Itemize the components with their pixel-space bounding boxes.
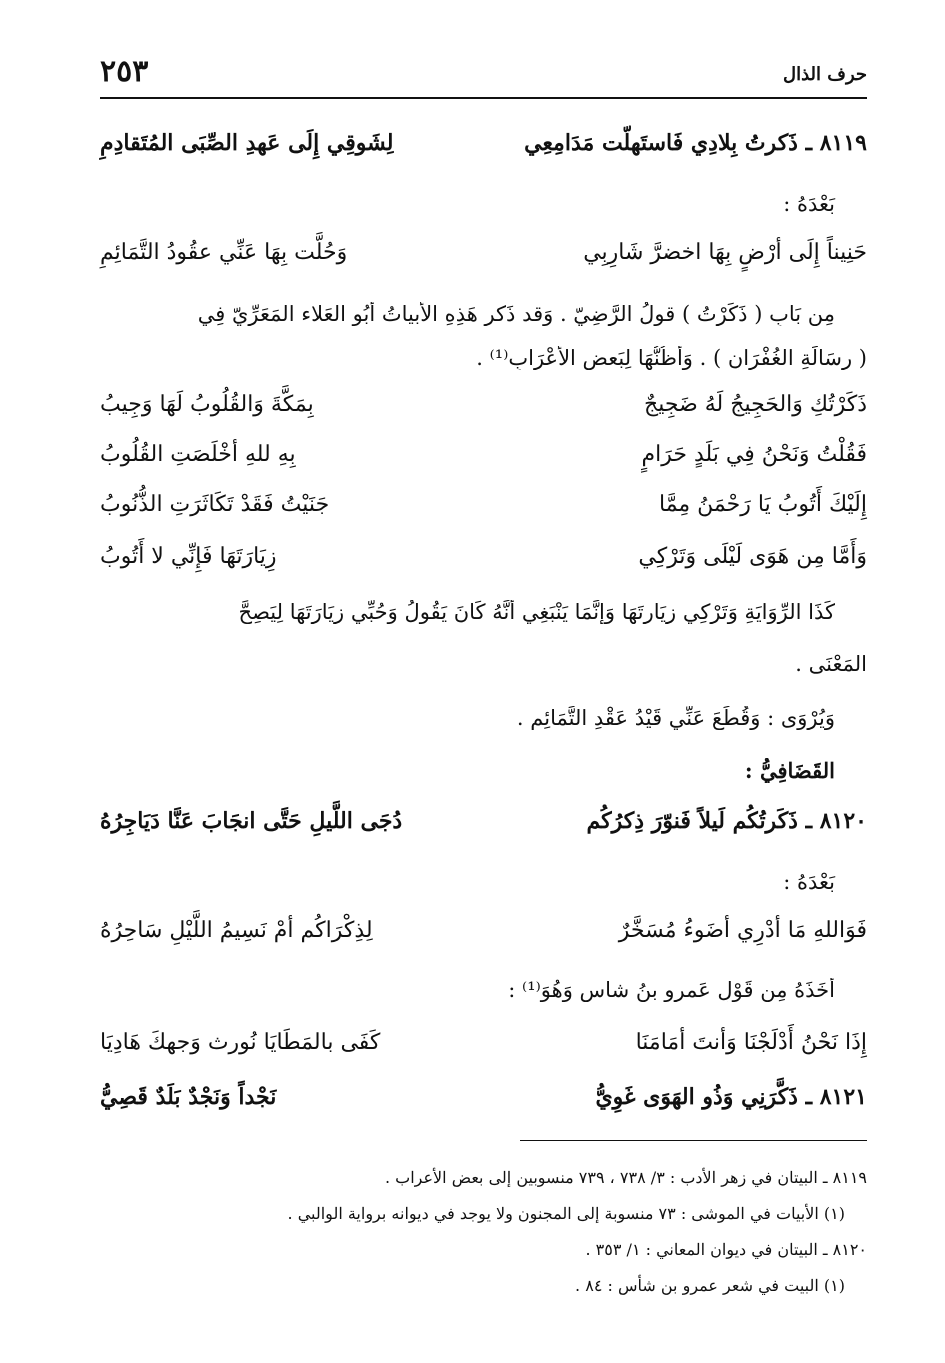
- footnote: (١) الأبيات في الموشى : ٧٣ منسوبة إلى المجنون ولا يوجد في ديوانه برواية الوالبي .: [287, 1204, 845, 1223]
- verse-hemistich-first: فَقُلْتُ وَنَحْنُ فِي بَلَدٍ حَرَامٍ: [641, 442, 867, 467]
- header-rule: [100, 97, 867, 99]
- page-number: ٢٥٣: [100, 54, 149, 89]
- paragraph-line: مِن بَابِ ( ذَكَرْتُ ) قولُ الرَّضِيّ . وَقد ذَكر هَذِهِ الأبياتُ أبُو العَلاء المَعَرِّيّ فِي: [197, 302, 835, 326]
- verse-hemistich-first: ٨١١٩ ـ ذَكرتُ بِلادِي فَاستَهلّت مَدَامِعِي: [524, 130, 867, 156]
- verse-hemistich-first: ٨١٢٠ ـ ذَكَرتُكُم لَيلاً فَنوّرَ ذِكرُكُم: [586, 808, 867, 834]
- verse-hemistich-second: وَحُلَّت بِهَا عَنِّي عقُودُ التَّمَائِمِ: [100, 240, 348, 265]
- verse-hemistich-second: نَجْداً وَنَجْدٌ بَلَدٌ قَصِيُّ: [100, 1084, 277, 1110]
- footnote: (١) البيت في شعر عمرو بن شأس : ٨٤ .: [575, 1276, 845, 1295]
- verse-hemistich-first: إِذَا نَحْنُ أَدْلَجْنَا وَأنتَ أمَامَنَا: [635, 1030, 867, 1055]
- verse-source: [100, 1030, 867, 1070]
- verse-hemistich-first: ذَكَرْتُكِ وَالحَجِيجُ لَهُ ضَجِيجٌ: [644, 392, 867, 417]
- verse-8119: [100, 130, 867, 170]
- variant-reading: وَيُرْوَى : وَقُطِّعَ عَنِّي قَيْدُ عَقْدِ التَّمَائِمِ .: [516, 706, 835, 730]
- after-label: بَعْدَهُ :: [783, 192, 835, 216]
- verse-hemistich-first: حَنِيناً إِلَى أرْضٍ بِهَا اخضرَّ شَارِبِي: [583, 240, 867, 265]
- paragraph-line: ( رِسَالَةِ الغُفْرَانِ ) . وَأَظُنُّهَا لِبَعضِ الأَعْرَابِ⁽¹⁾ .: [476, 346, 867, 370]
- verse-after-8119: [100, 240, 867, 280]
- verse-hemistich-second: بِمَكَّةَ وَالقُلُوبُ لَهَا وَجِيبُ: [100, 392, 314, 417]
- verse-after-8120: [100, 918, 867, 958]
- verse-hemistich-first: إِلَيْكَ أَتُوبُ يَا رَحْمَنُ مِمَّا: [658, 492, 867, 517]
- verse-8120: [100, 808, 867, 848]
- poem-verse: [100, 544, 867, 584]
- verse-hemistich-second: بِهِ للهِ أخْلَصَتِ القُلُوبُ: [100, 442, 296, 467]
- verse-hemistich-second: كَفَى بالمَطَايَا نُورث وَجهكَ هَادِيَا: [100, 1030, 381, 1055]
- chapter-title: حرف الذال: [783, 64, 867, 85]
- verse-hemistich-second: لِذِكْرَاكُم أمْ نَسِيمُ اللَّيْلِ سَاحِرُهُ: [100, 918, 373, 943]
- after-label: بَعْدَهُ :: [783, 870, 835, 894]
- verse-hemistich-first: فَوَاللهِ مَا أدْرِي أضَوءُ مُسَخَّرٌ: [618, 918, 867, 943]
- verse-hemistich-first: وَأَمَّا مِن هَوَى لَيْلَى وَتَرْكِي: [638, 544, 867, 569]
- verse-hemistich-second: زِيَارَتَهَا فَإِنِّي لا أَتُوبُ: [100, 544, 277, 569]
- paragraph-line: كَذَا الرِّوَايَةِ وَتَرْكِي زِيَارتَهَا وَإِنَّمَا يَنْبَغِي أَنَّهُ كَانَ يَقُولُ وَحُبِّي زِيَارَتَهَا لِيَصِحَّ: [238, 600, 835, 624]
- poet-name: القَضَافِيُّ :: [744, 758, 835, 783]
- paragraph-line: المَعْنَى .: [795, 652, 867, 676]
- source-line: أَخَذَهُ مِن قَوْلِ عَمرِو بنُ شاسٍ وَهُوَ⁽¹⁾ :: [508, 978, 835, 1002]
- verse-8121: [100, 1084, 867, 1124]
- footnote-rule: [520, 1140, 867, 1141]
- verse-hemistich-first: ٨١٢١ ـ ذَكَّرَنِي وَذُو الهَوَى غَوِيُّ: [595, 1084, 867, 1110]
- footnote: ٨١٢٠ ـ البيتان في ديوان المعاني : ١/ ٣٥٣ .: [585, 1240, 867, 1259]
- verse-hemistich-second: جَنَيْتُ فَقَدْ تَكَاثَرَتِ الذُّنُوبُ: [100, 492, 330, 517]
- poem-verse: [100, 492, 867, 532]
- verse-hemistich-second: لِشَوقِي إِلَى عَهدِ الصِّبَى المُتَقادِمِ: [100, 130, 394, 156]
- verse-hemistich-second: دُجَى اللَّيلِ حَتَّى انجَابَ عَنَّا دَيَاجِرُهُ: [100, 808, 403, 834]
- footnote: ٨١١٩ ـ البيتان في زهر الأدب : ٣/ ٧٣٨ ، ٧٣٩ منسوبين إلى بعض الأعراب .: [385, 1168, 867, 1187]
- poem-verse: [100, 442, 867, 482]
- poem-verse: [100, 392, 867, 432]
